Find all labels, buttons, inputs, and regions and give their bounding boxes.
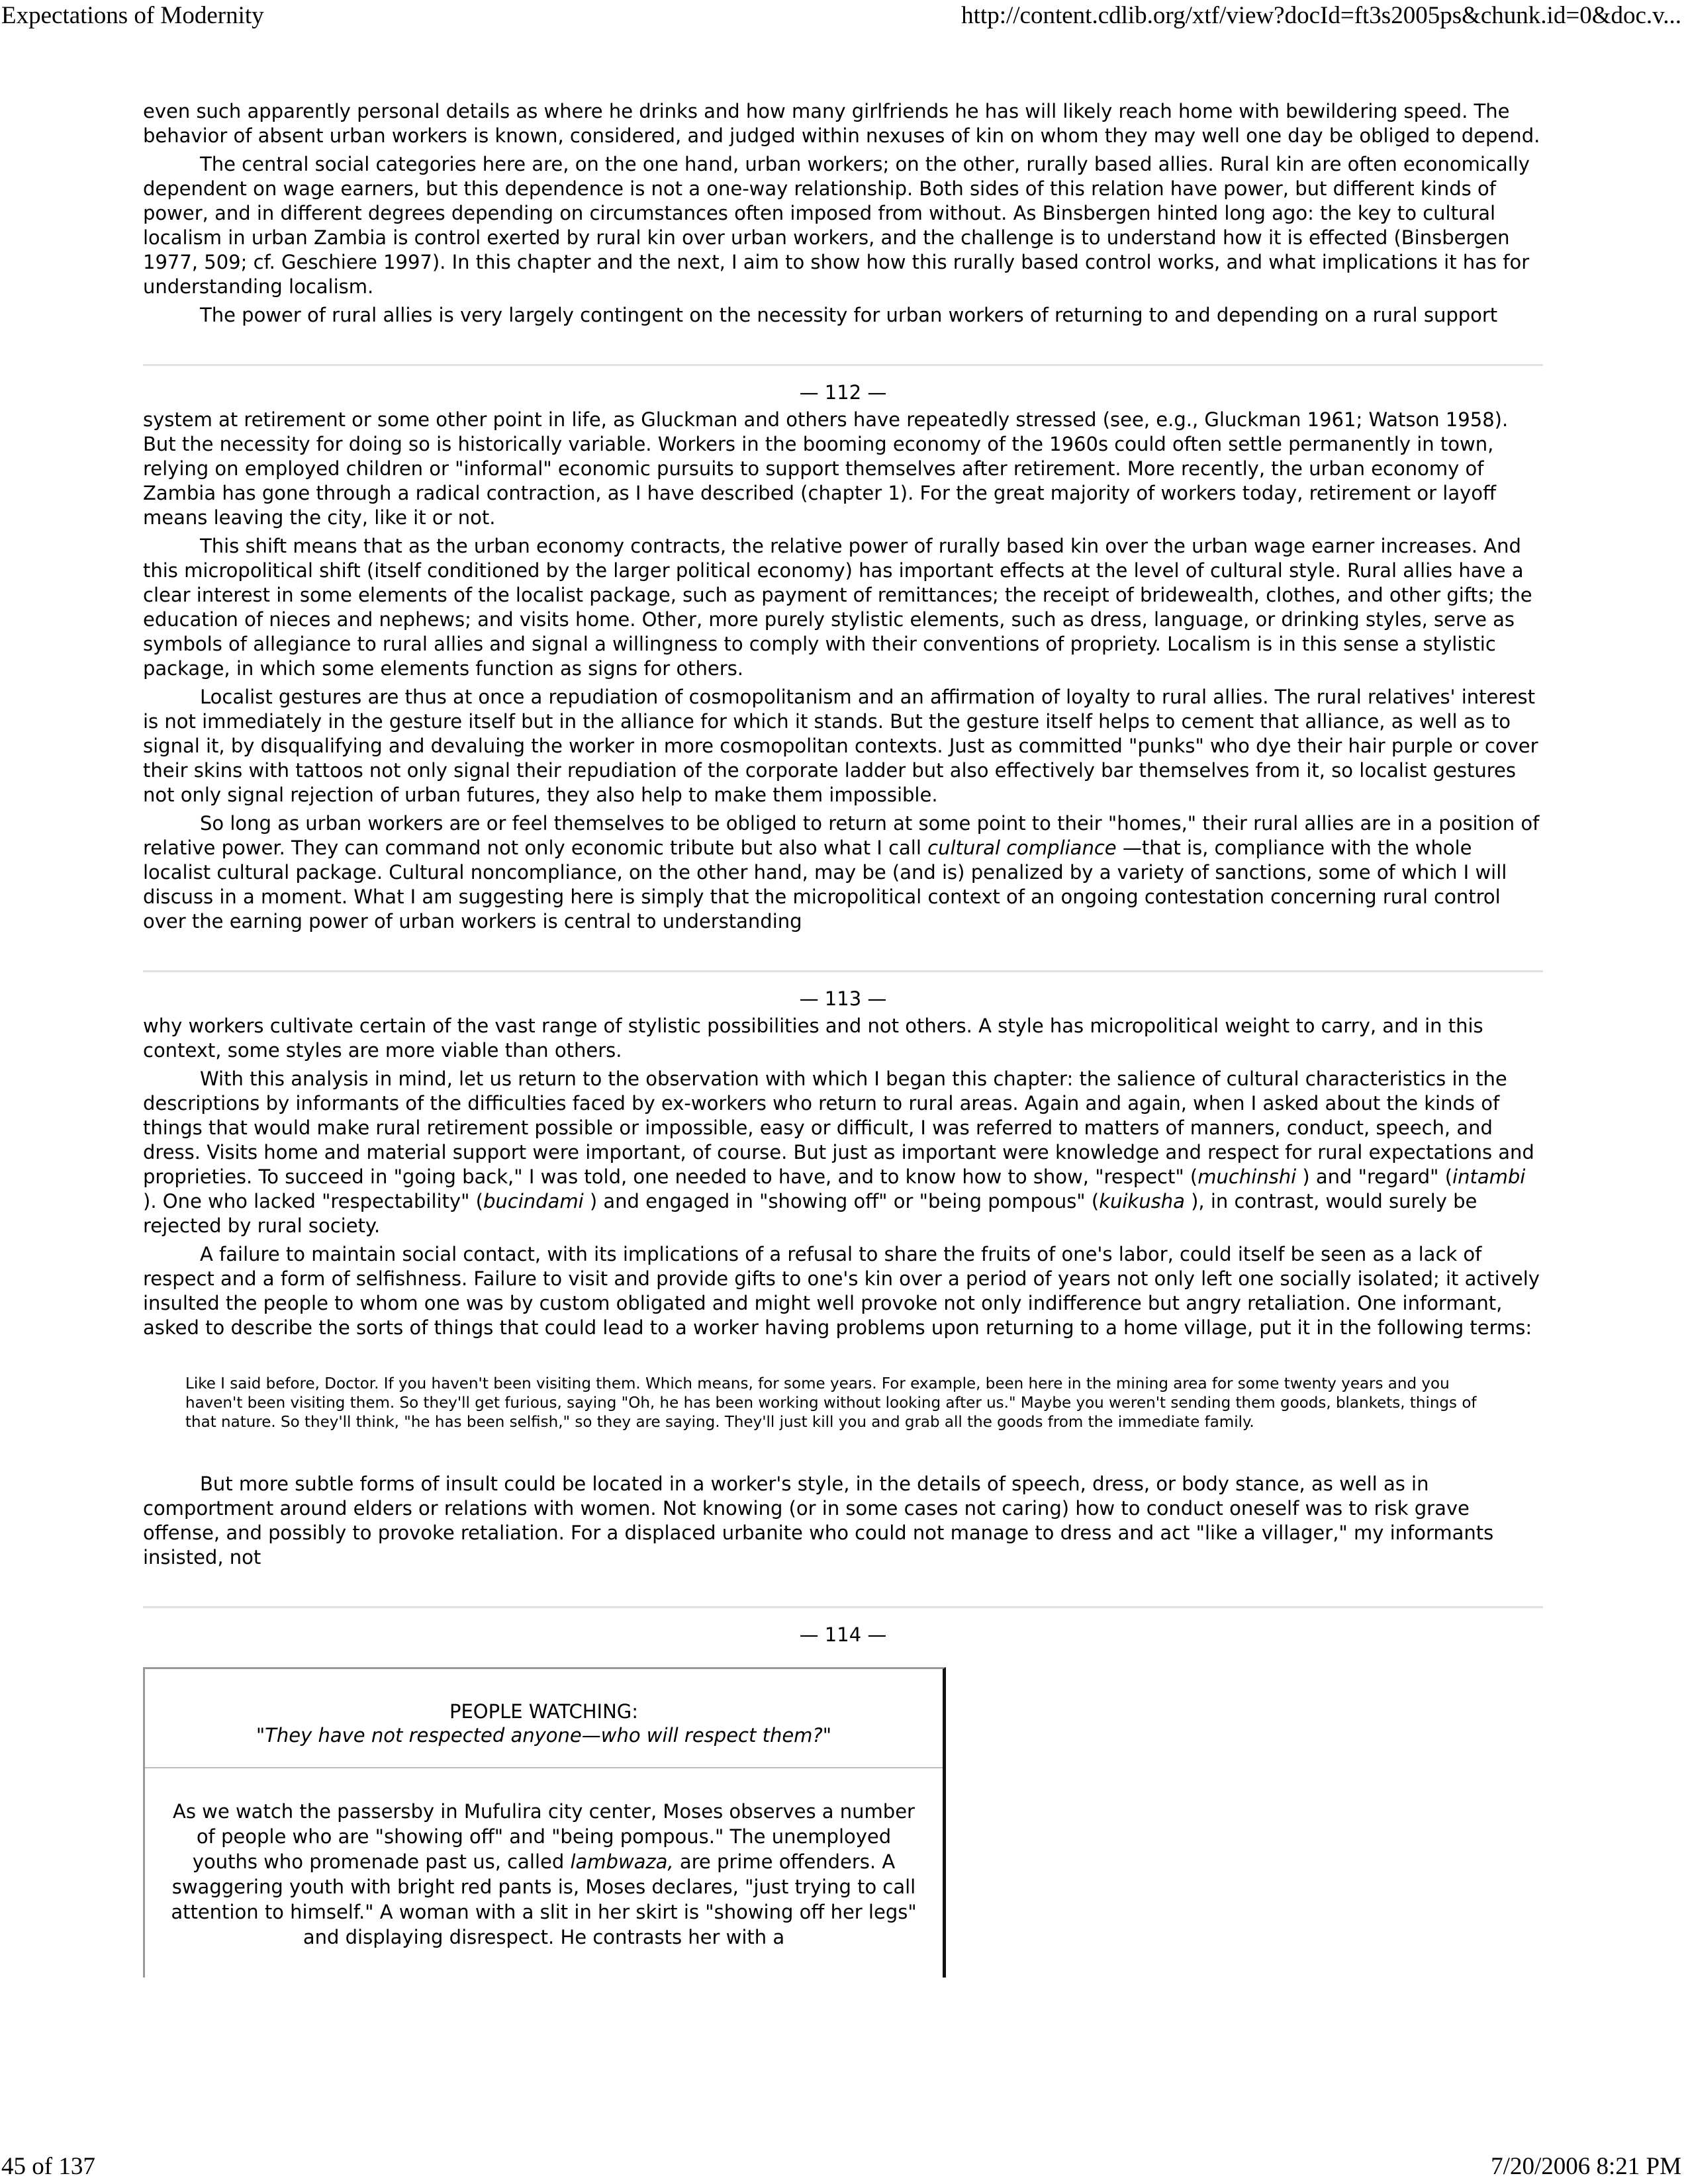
italic-term: kuikusha xyxy=(1099,1190,1185,1212)
sidebar-header xyxy=(145,1669,943,1768)
paragraph: This shift means that as the urban economy contracts, the relative power of rurally based kin over the urban wage earner increases. And this micropolitical shift (itself conditioned by the larger political economy) has important effects at the level of cultural style. Rural allies have a clear interest in some elements of the localist package, such as payment of remittances; the receipt of bridewealth, clothes, and other gifts; the education of nieces and nephews; and visits home. Other, more purely stylistic elements, such as dress, language, or drinking styles, serve as symbols of allegiance to rural allies and signal a willingness to comply with their conventions of propriety. Localism is in this sense a stylistic package, in which some elements function as signs for others. xyxy=(143,535,1532,680)
print-timestamp: 7/20/2006 8:21 PM xyxy=(1491,2153,1681,2180)
page-content xyxy=(143,99,1543,1978)
page-number-marker: — 114 — xyxy=(799,1623,887,1646)
paragraph: But more subtle forms of insult could be located in a worker's style, in the details of speech, dress, or body stance, as well as in comportment around elders or relations with women. Not knowing (or in some cases not caring) how to conduct oneself was to risk grave offense, and possibly to provoke retaliation. For a displaced urbanite who could not manage to dress and act "like a villager," my informants insisted, not xyxy=(143,1473,1494,1569)
italic-term: muchinshi xyxy=(1197,1165,1297,1188)
italic-term: intambi xyxy=(1452,1165,1526,1188)
page-divider xyxy=(143,364,1543,366)
italic-term: bucindami xyxy=(483,1190,584,1212)
paragraph: system at retirement or some other point in life, as Gluckman and others have repeatedly stressed (see, e.g., Gluckman 1961; Watson 1958). But the necessity for doing so is historically variable. Workers in the booming economy of the 1960s could often settle permanently in town, relying on employed children or "informal" economic pursuits to support themselves after retirement. More recently, the urban economy of Zambia has gone through a radical contraction, as I have described (chapter 1). For the great majority of workers today, retirement or layoff means leaving the city, like it or not. xyxy=(143,408,1509,529)
text-run: are prime offenders. A swaggering youth with bright red pants is, Moses declares, "just trying to call attention to himself." A woman with a slit in her skirt is "showing off her legs" and displaying disrespect. He contrasts her with a xyxy=(171,1850,917,1948)
text-run: ) and "regard" ( xyxy=(1296,1165,1453,1188)
sidebar-body xyxy=(145,1768,943,1978)
paragraph: A failure to maintain social contact, with its implications of a refusal to share the fruits of one's labor, could itself be seen as a lack of respect and a form of selfishness. Failure to visit and provide gifts to one's kin over a period of years not only left one socially isolated; it actively insulted the people to whom one was by custom obligated and might well provoke not only indifference but angry retaliation. One informant, asked to describe the sorts of things that could lead to a worker having problems upon returning to a home village, put it in the following terms: xyxy=(143,1243,1540,1339)
text-run: As we watch the passersby in Mufulira city center, Moses observes a number of people who are "showing off" and "being pompous." The unemployed youths who promenade past us, called xyxy=(173,1800,915,1873)
paragraph: Localist gestures are thus at once a repudiation of cosmopolitanism and an affirmation of loyalty to rural allies. The rural relatives' interest is not immediately in the gesture itself but in the alliance for which it stands. But the gesture itself helps to cement that alliance, as well as to signal it, by disqualifying and devaluing the worker in more cosmopolitan contexts. Just as committed "punks" who dye their hair purple or cover their skins with tattoos not only signal their repudiation of the corporate ladder but also effectively bar themselves from it, so localist gestures not only signal rejection of urban futures, they also help to make them impossible. xyxy=(143,686,1538,806)
italic-term: cultural compliance xyxy=(927,837,1117,859)
page-count: 45 of 137 xyxy=(1,2153,95,2180)
paragraph: even such apparently personal details as where he drinks and how many girlfriends he has will likely reach home with bewildering speed. The behavior of absent urban workers is known, considered, and judged within nexuses of kin on whom they may well one day be obliged to depend. xyxy=(143,100,1540,147)
sidebar-subheading xyxy=(171,1723,916,1747)
page-divider xyxy=(143,970,1543,972)
page-number-marker: — 112 — xyxy=(799,381,887,404)
paragraph xyxy=(143,811,1543,934)
text-run: So long as urban workers are or feel themselves to be obliged to return at some point to their "homes," their rural allies are in a position of relative power. They can command not only economic tribute but also what I call xyxy=(143,812,1540,859)
text-run: With this analysis in mind, let us return to the observation with which I began this chapter: the salience of cultural characteristics in the descriptions by informants of the difficulties faced by ex-workers who return to rural areas. Again and again, when I asked about the kinds of things that would make rural retirement possible or impossible, easy or difficult, I was referred to matters of manners, conduct, speech, and dress. Visits home and material support were important, of course. But just as important were knowledge and respect for rural expectations and proprieties. To succeed in "going back," I was told, one needed to have, and to know how to show, "respect" ( xyxy=(143,1068,1534,1188)
page-url[interactable]: http://content.cdlib.org/xtf/view?docId=ft3s2005ps&chunk.id=0&doc.v... xyxy=(961,2,1681,29)
italic-term: lambwaza, xyxy=(570,1850,674,1873)
paragraph xyxy=(143,1067,1543,1238)
document-title: Expectations of Modernity xyxy=(1,2,264,29)
paragraph: The central social categories here are, on the one hand, urban workers; on the other, rurally based allies. Rural kin are often economically dependent on wage earners, but this dependence is not a one-way relationship. Both sides of this relation have power, but different kinds of power, and in different degrees depending on circumstances often imposed from without. As Binsbergen hinted long ago: the key to cultural localism in urban Zambia is control exerted by rural kin over urban workers, and the challenge is to understand how it is effected (Binsbergen 1977, 509; cf. Geschiere 1997). In this chapter and the next, I aim to show how this rurally based control works, and what implications it has for understanding localism. xyxy=(143,153,1530,298)
paragraph: The power of rural allies is very largely contingent on the necessity for urban workers of returning to and depending on a rural support xyxy=(200,304,1498,326)
paragraph: why workers cultivate certain of the vast range of stylistic possibilities and not others. A style has micropolitical weight to carry, and in this context, some styles are more viable than others. xyxy=(143,1015,1483,1062)
page-number-marker: — 113 — xyxy=(799,987,887,1010)
print-header xyxy=(0,0,1688,40)
print-footer xyxy=(0,2151,1688,2184)
page-divider xyxy=(143,1606,1543,1608)
sidebar-box xyxy=(143,1667,946,1978)
text-run: —that is, compliance with the whole localist cultural package. Cultural noncompliance, on the other hand, may be (and is) penalized by a variety of sanctions, some of which I will discuss in a moment. What I am suggesting here is simply that the micropolitical context of an ongoing contestation concerning rural control over the earning power of urban workers is central to understanding xyxy=(143,837,1507,933)
sidebar-subheading-text: "They have not respected anyone—who will respect them?" xyxy=(256,1724,832,1747)
block-quote: Like I said before, Doctor. If you haven't been visiting them. Which means, for some years. For example, been here in the mining area for some twenty years and you haven't been visiting them. So they'll get furious, saying "Oh, he has been working without looking after us." Maybe you weren't sending them goods, blankets, things of that nature. So they'll think, "he has been selfish," so they are saying. They'll just kill you and grab all the goods from the immediate family. xyxy=(185,1375,1477,1431)
text-run: ), in contrast, would surely be rejected by rural society. xyxy=(143,1190,1477,1237)
text-run: ) and engaged in "showing off" or "being pompous" ( xyxy=(583,1190,1100,1212)
sidebar-heading: PEOPLE WATCHING: xyxy=(449,1700,639,1723)
text-run: ). One who lacked "respectability" ( xyxy=(143,1190,483,1212)
